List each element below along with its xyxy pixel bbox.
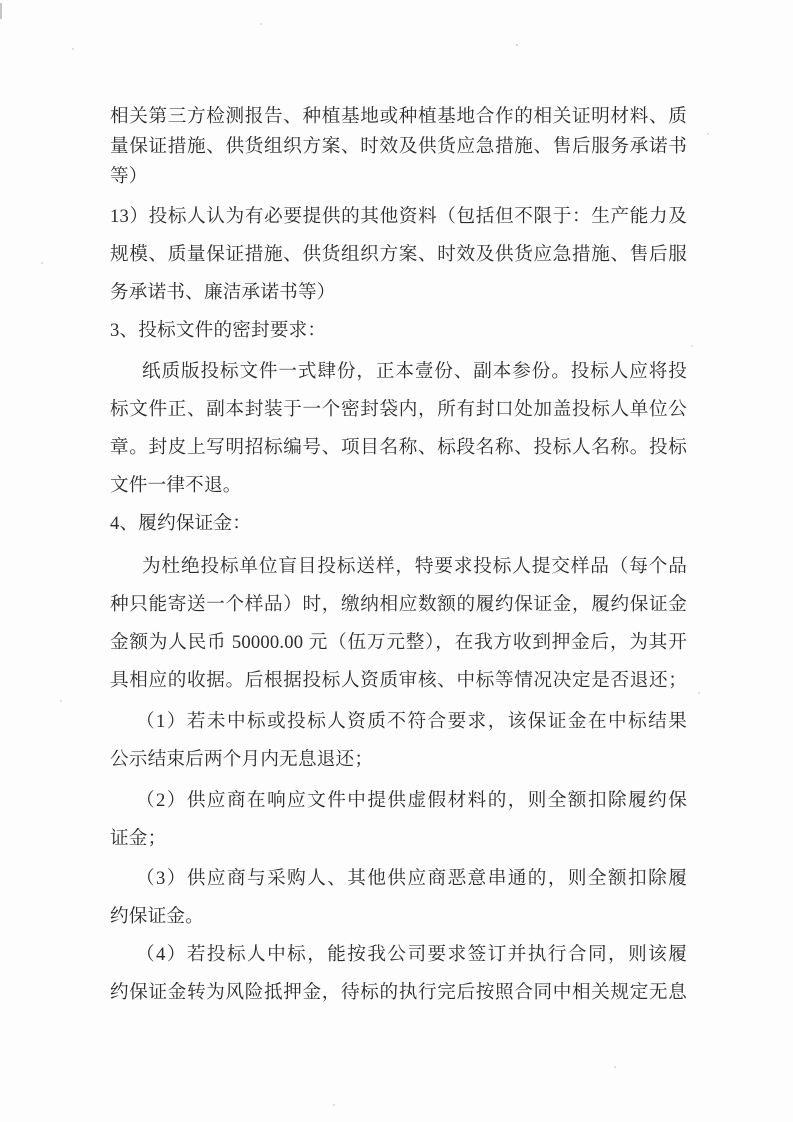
- section-heading: 4、履约保证金：: [110, 513, 252, 534]
- text-line: 金额为人民币 50000.00 元（伍万元整），在我方收到押金后，为其开: [110, 632, 687, 653]
- text-line: 章。封皮上写明招标编号、项目名称、标段名称、投标人名称。投标: [110, 437, 687, 458]
- text-line: 证金；: [110, 828, 167, 849]
- text-line: （4）若投标人中标，能按我公司要求签订并执行合同，则该履: [136, 944, 687, 965]
- text-line: 约保证金转为风险抵押金，待标的执行完后按照合同中相关规定无息: [110, 982, 687, 1003]
- scan-noise-speckles: [516, 44, 518, 46]
- text-line: 文件一律不退。: [110, 475, 242, 496]
- text-line: 公示结束后两个月内无息退还；: [110, 749, 374, 770]
- text-line: 13）投标人认为有必要提供的其他资料（包括但不限于：生产能力及: [110, 206, 687, 227]
- text-line: 等）: [110, 166, 148, 187]
- text-line: 规模、质量保证措施、供货组织方案、时效及供货应急措施、售后服: [110, 244, 687, 265]
- scan-edge-artifact: [0, 3, 2, 19]
- text-line: 约保证金。: [110, 906, 204, 927]
- text-line: （3）供应商与采购人、其他供应商恶意串通的，则全额扣除履: [136, 868, 687, 889]
- text-line: （1）若未中标或投标人资质不符合要求，该保证金在中标结果: [136, 711, 687, 732]
- text-line: 具相应的收据。后根据投标人资质审核、中标等情况决定是否退还；: [110, 670, 687, 691]
- text-line: 纸质版投标文件一式肆份，正本壹份、副本参份。投标人应将投: [142, 361, 687, 382]
- text-line: 量保证措施、供货组织方案、时效及供货应急措施、售后服务承诺书: [110, 136, 687, 157]
- text-line: 相关第三方检测报告、种植基地或种植基地合作的相关证明材料、质: [110, 106, 687, 127]
- text-line: 务承诺书、廉洁承诺书等）: [110, 282, 336, 303]
- text-line: 种只能寄送一个样品）时，缴纳相应数额的履约保证金，履约保证金: [110, 594, 687, 615]
- document-body: [110, 102, 687, 1012]
- text-line: （2）供应商在响应文件中提供虚假材料的，则全额扣除履约保: [136, 790, 687, 811]
- text-line: 为杜绝投标单位盲目投标送样，特要求投标人提交样品（每个品: [142, 556, 687, 577]
- section-heading: 3、投标文件的密封要求：: [110, 320, 327, 341]
- text-line: 标文件正、副本封装于一个密封袋内，所有封口处加盖投标人单位公: [110, 399, 687, 420]
